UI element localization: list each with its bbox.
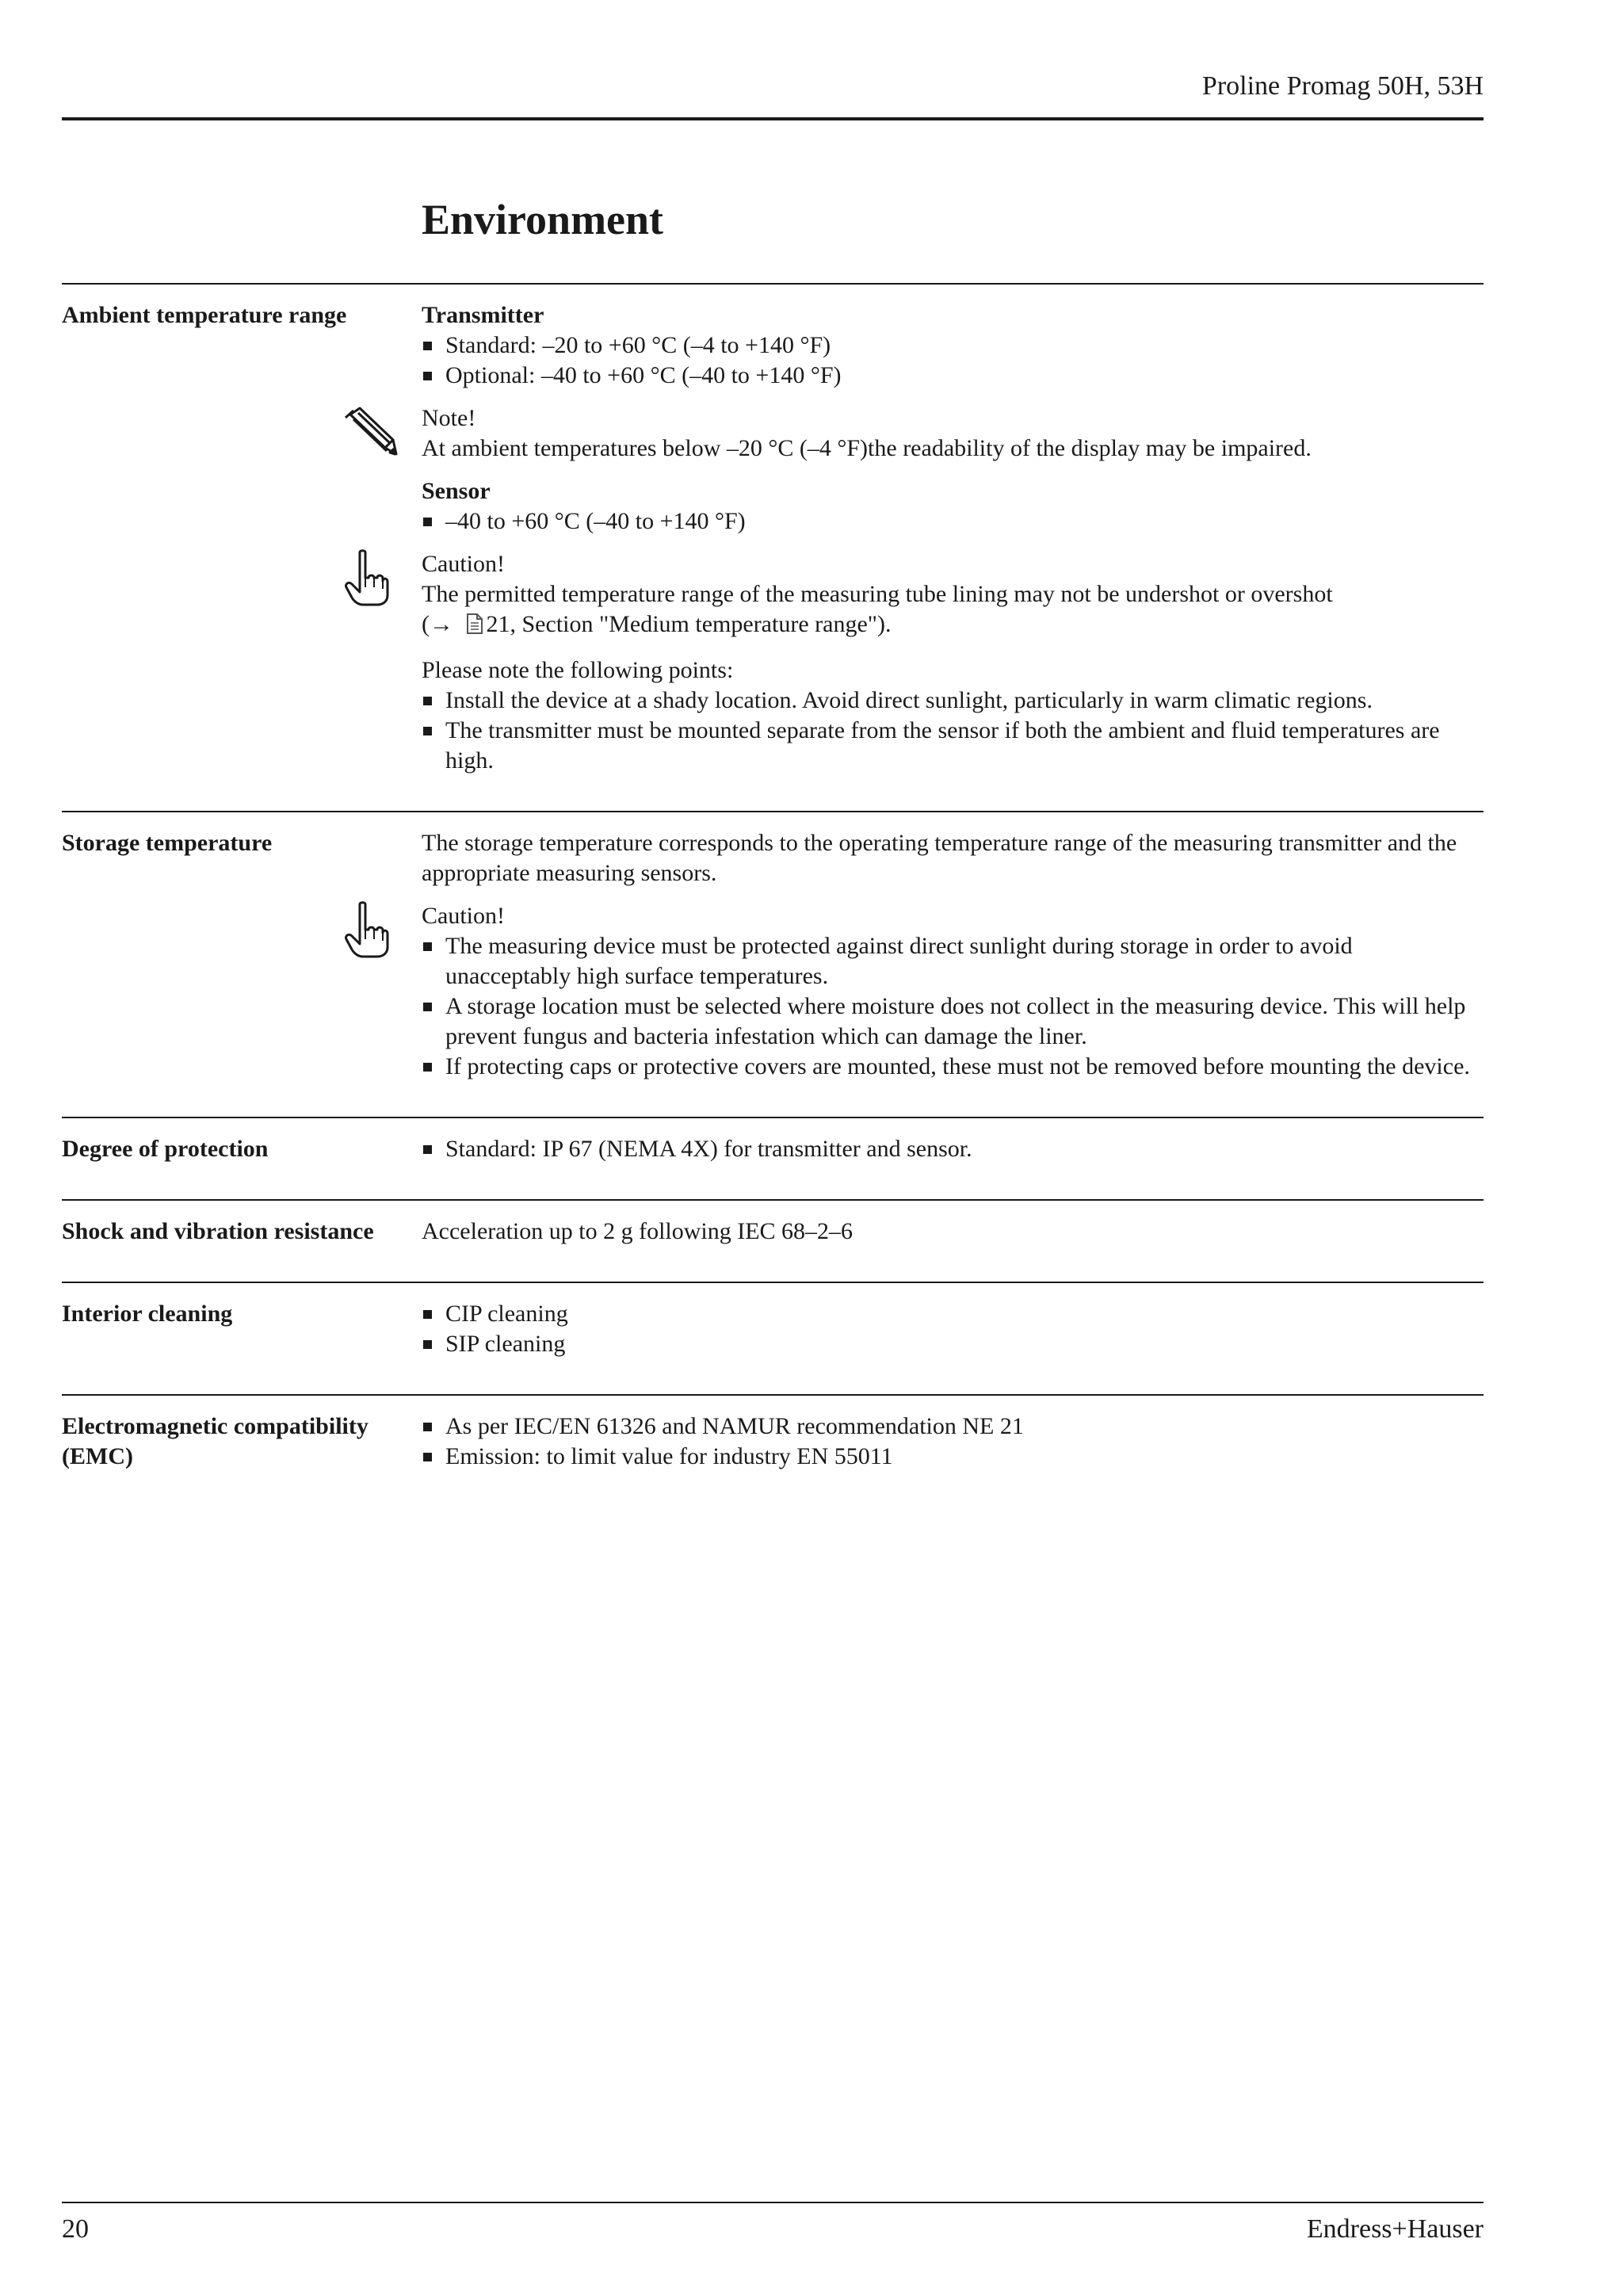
caution-heading: Caution! — [422, 903, 505, 929]
list-item: As per IEC/EN 61326 and NAMUR recommendation NE 21 — [422, 1412, 1484, 1442]
pointing-hand-icon — [342, 901, 398, 958]
row-content — [422, 300, 1484, 776]
row-content — [422, 828, 1484, 1082]
storage-list — [422, 931, 1484, 1082]
reference-text: 21, Section "Medium temperature range"). — [486, 611, 892, 637]
row-label: Interior cleaning — [62, 1301, 233, 1327]
label-line: Electromagnetic compatibility — [62, 1413, 369, 1439]
list-item: Install the device at a shady location. Avoid direct sunlight, particularly in warm climatic regions. — [422, 686, 1484, 716]
row-label — [62, 1412, 422, 1472]
row-label: Degree of protection — [62, 1136, 269, 1162]
list-item: The transmitter must be mounted separate from the sensor if both the ambient and fluid temperatures are high. — [422, 716, 1484, 776]
shock-text: Acceleration up to 2 g following IEC 68–2–6 — [422, 1218, 854, 1244]
row-interior-cleaning — [62, 1282, 1484, 1394]
row-ambient-temperature — [62, 283, 1484, 811]
arrow-prefix: (→ — [422, 611, 453, 637]
note-text: At ambient temperatures below –20 °C (–4 °F)the readability of the display may be impaired. — [422, 435, 1312, 461]
label-line: (EMC) — [62, 1443, 133, 1469]
caution-block — [422, 901, 1484, 1082]
note-pencil-icon — [342, 403, 398, 460]
row-label: Ambient temperature range — [62, 302, 347, 328]
row-label: Shock and vibration resistance — [62, 1218, 374, 1244]
row-content — [422, 1412, 1484, 1472]
transmitter-list — [422, 330, 1484, 391]
caution-block — [422, 549, 1484, 643]
caution-text: The permitted temperature range of the measuring tube lining may not be undershot or overshot — [422, 581, 1333, 607]
transmitter-heading: Transmitter — [422, 302, 544, 328]
row-content — [422, 1134, 1484, 1164]
list-item: CIP cleaning — [422, 1299, 1484, 1329]
note-heading: Note! — [422, 405, 476, 431]
list-item: If protecting caps or protective covers are mounted, these must not be removed before mounting the device. — [422, 1052, 1484, 1082]
row-content — [422, 1299, 1484, 1359]
list-item: A storage location must be selected where moisture does not collect in the measuring device. This will help prevent fungus and bacteria infestation which can damage the liner. — [422, 991, 1484, 1052]
cleaning-list — [422, 1299, 1484, 1359]
note-block — [422, 403, 1484, 464]
row-degree-of-protection — [62, 1117, 1484, 1199]
list-item: Emission: to limit value for industry EN 55011 — [422, 1442, 1484, 1472]
footer-brand: Endress+Hauser — [1306, 2214, 1484, 2244]
header-title: Proline Promag 50H, 53H — [1201, 71, 1484, 101]
spec-table — [62, 283, 1484, 1507]
page-number: 20 — [62, 2214, 89, 2244]
row-emc — [62, 1394, 1484, 1507]
caution-reference — [422, 609, 1484, 643]
storage-intro: The storage temperature corresponds to the operating temperature range of the measuring transmitter and the appropriate measuring sensors. — [422, 830, 1457, 886]
list-item: Standard: –20 to +60 °C (–4 to +140 °F) — [422, 330, 1484, 361]
caution-heading: Caution! — [422, 551, 505, 577]
emc-list — [422, 1412, 1484, 1472]
document-page — [62, 0, 1484, 2296]
row-content — [422, 1217, 1484, 1247]
section-title: Environment — [422, 196, 664, 243]
page-header — [62, 70, 1484, 120]
row-storage-temperature — [62, 811, 1484, 1117]
list-item: Optional: –40 to +60 °C (–40 to +140 °F) — [422, 361, 1484, 391]
row-shock-vibration — [62, 1199, 1484, 1282]
list-item: Standard: IP 67 (NEMA 4X) for transmitter and sensor. — [422, 1134, 1484, 1164]
protection-list — [422, 1134, 1484, 1164]
points-list — [422, 686, 1484, 776]
list-item: SIP cleaning — [422, 1329, 1484, 1359]
pointing-hand-icon — [342, 549, 398, 606]
page-reference-icon — [466, 613, 483, 643]
sensor-list — [422, 506, 1484, 537]
list-item: –40 to +60 °C (–40 to +140 °F) — [422, 506, 1484, 537]
list-item: The measuring device must be protected against direct sunlight during storage in order to avoid unacceptably high surface temperatures. — [422, 931, 1484, 991]
sensor-heading: Sensor — [422, 478, 491, 504]
row-label: Storage temperature — [62, 830, 273, 856]
page-footer — [62, 2202, 1484, 2251]
points-intro: Please note the following points: — [422, 657, 734, 683]
